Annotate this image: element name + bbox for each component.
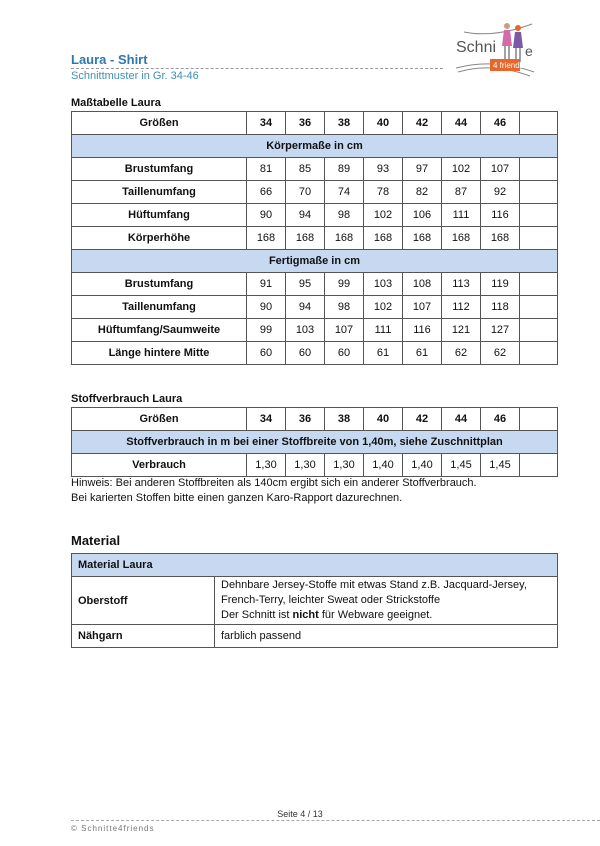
row-label: Körperhöhe: [72, 227, 247, 250]
material-heading: Material: [71, 533, 121, 548]
description-line: Dehnbare Jersey-Stoffe mit etwas Stand z.B. Jacquard-Jersey,: [221, 579, 527, 591]
row-label: Verbrauch: [72, 454, 247, 477]
value-cell: 1,45: [442, 454, 481, 477]
size-cell: 34: [247, 408, 286, 431]
value-cell: 97: [403, 158, 442, 181]
value-cell: 112: [442, 296, 481, 319]
value-cell: 94: [286, 204, 325, 227]
section-title: Fertigmaße in cm: [72, 250, 558, 273]
value-cell: 60: [325, 342, 364, 365]
value-cell: 81: [247, 158, 286, 181]
size-cell: 36: [286, 408, 325, 431]
fabric-table-caption: Stoffverbrauch Laura: [71, 393, 183, 405]
size-label: Größen: [72, 408, 247, 431]
measure-table: [71, 111, 558, 365]
size-cell: 40: [364, 112, 403, 135]
row-label: Hüftumfang/Saumweite: [72, 319, 247, 342]
value-cell: 1,40: [364, 454, 403, 477]
value-cell: 103: [364, 273, 403, 296]
value-cell: 62: [481, 342, 520, 365]
value-cell: 62: [442, 342, 481, 365]
value-cell: 107: [481, 158, 520, 181]
row-label: Hüftumfang: [72, 204, 247, 227]
value-cell: 168: [442, 227, 481, 250]
section-title: Stoffverbrauch in m bei einer Stoffbreite von 1,40m, siehe Zuschnittplan: [72, 431, 558, 454]
size-cell: 38: [325, 112, 364, 135]
text-fragment: Der Schnitt ist: [221, 609, 293, 621]
logo-icon: [452, 18, 536, 78]
emphasis-text: nicht: [292, 609, 319, 621]
value-cell: 1,45: [481, 454, 520, 477]
note-line: Bei karierten Stoffen bitte einen ganzen Karo-Rapport dazurechnen.: [71, 492, 403, 504]
note-line: Hinweis: Bei anderen Stoffbreiten als 140cm ergibt sich ein anderer Stoffverbrauch.: [71, 477, 477, 489]
table-row: [72, 181, 558, 204]
value-cell: 116: [403, 319, 442, 342]
value-cell: 60: [286, 342, 325, 365]
value-cell: [520, 319, 558, 342]
footer-divider: [71, 820, 600, 821]
table-row: [72, 273, 558, 296]
table-row: [72, 625, 558, 648]
value-cell: 98: [325, 296, 364, 319]
value-cell: 111: [442, 204, 481, 227]
value-cell: 61: [403, 342, 442, 365]
value-cell: [520, 342, 558, 365]
size-label: Größen: [72, 112, 247, 135]
section-band: [72, 431, 558, 454]
value-cell: 87: [442, 181, 481, 204]
value-cell: [520, 296, 558, 319]
value-cell: 66: [247, 181, 286, 204]
value-cell: 99: [247, 319, 286, 342]
size-cell: 38: [325, 408, 364, 431]
table-row: [72, 342, 558, 365]
value-cell: [520, 181, 558, 204]
value-cell: 106: [403, 204, 442, 227]
svg-text:4 friends: 4 friends: [493, 61, 524, 70]
value-cell: 102: [364, 296, 403, 319]
value-cell: 113: [442, 273, 481, 296]
value-cell: [520, 204, 558, 227]
value-cell: 1,30: [286, 454, 325, 477]
material-description: [215, 577, 558, 625]
value-cell: 74: [325, 181, 364, 204]
material-title-row: [72, 554, 558, 577]
value-cell: 102: [442, 158, 481, 181]
document-title: Laura - Shirt: [71, 52, 148, 67]
row-label: Länge hintere Mitte: [72, 342, 247, 365]
brand-logo: [452, 18, 536, 78]
value-cell: 102: [364, 204, 403, 227]
fabric-note: [71, 476, 477, 506]
table-row: [72, 296, 558, 319]
row-label: Brustumfang: [72, 158, 247, 181]
row-label: Brustumfang: [72, 273, 247, 296]
size-cell: 40: [364, 408, 403, 431]
table-row: [72, 227, 558, 250]
value-cell: 119: [481, 273, 520, 296]
value-cell: 121: [442, 319, 481, 342]
material-table: [71, 553, 558, 648]
size-cell: 46: [481, 112, 520, 135]
value-cell: 89: [325, 158, 364, 181]
value-cell: 99: [325, 273, 364, 296]
size-cell: [520, 408, 558, 431]
value-cell: 70: [286, 181, 325, 204]
svg-text:e: e: [525, 43, 533, 59]
row-label: Taillenumfang: [72, 181, 247, 204]
value-cell: 116: [481, 204, 520, 227]
value-cell: 107: [325, 319, 364, 342]
value-cell: 107: [403, 296, 442, 319]
size-header-row: [72, 112, 558, 135]
svg-text:Schni: Schni: [456, 39, 497, 56]
value-cell: 61: [364, 342, 403, 365]
value-cell: 111: [364, 319, 403, 342]
value-cell: 1,30: [325, 454, 364, 477]
description-line: French-Terry, leichter Sweat oder Strickstoffe: [221, 594, 441, 606]
value-cell: [520, 273, 558, 296]
value-cell: 168: [364, 227, 403, 250]
value-cell: 168: [247, 227, 286, 250]
size-cell: 46: [481, 408, 520, 431]
size-cell: 36: [286, 112, 325, 135]
size-cell: 44: [442, 408, 481, 431]
value-cell: 1,40: [403, 454, 442, 477]
size-cell: 42: [403, 112, 442, 135]
table-row: [72, 319, 558, 342]
page-number: Seite 4 / 13: [277, 809, 323, 819]
value-cell: [520, 454, 558, 477]
table-row: [72, 204, 558, 227]
text-fragment: für Webware geeignet.: [318, 609, 433, 621]
row-label: Nähgarn: [72, 625, 215, 648]
material-description: farblich passend: [215, 625, 558, 648]
description-line: [221, 608, 557, 623]
material-table-title: Material Laura: [72, 554, 558, 577]
size-cell: 34: [247, 112, 286, 135]
header-divider: [71, 68, 443, 69]
table-row: [72, 158, 558, 181]
section-band: [72, 135, 558, 158]
value-cell: 90: [247, 204, 286, 227]
value-cell: [520, 158, 558, 181]
value-cell: 92: [481, 181, 520, 204]
table-row: [72, 577, 558, 625]
size-cell: [520, 112, 558, 135]
section-band: [72, 250, 558, 273]
table-row: [72, 454, 558, 477]
value-cell: 91: [247, 273, 286, 296]
fabric-table: [71, 407, 558, 477]
value-cell: 78: [364, 181, 403, 204]
value-cell: 168: [403, 227, 442, 250]
value-cell: 118: [481, 296, 520, 319]
row-label: Oberstoff: [72, 577, 215, 625]
value-cell: 85: [286, 158, 325, 181]
row-label: Taillenumfang: [72, 296, 247, 319]
value-cell: [520, 227, 558, 250]
size-cell: 44: [442, 112, 481, 135]
value-cell: 90: [247, 296, 286, 319]
value-cell: 103: [286, 319, 325, 342]
value-cell: 82: [403, 181, 442, 204]
size-header-row: [72, 408, 558, 431]
value-cell: 95: [286, 273, 325, 296]
value-cell: 98: [325, 204, 364, 227]
value-cell: 93: [364, 158, 403, 181]
measure-table-caption: Maßtabelle Laura: [71, 97, 161, 109]
value-cell: 168: [481, 227, 520, 250]
value-cell: 60: [247, 342, 286, 365]
value-cell: 168: [325, 227, 364, 250]
value-cell: 168: [286, 227, 325, 250]
section-title: Körpermaße in cm: [72, 135, 558, 158]
copyright: © Schnitte4friends: [71, 824, 155, 833]
document-subtitle: Schnittmuster in Gr. 34-46: [71, 70, 199, 82]
size-cell: 42: [403, 408, 442, 431]
value-cell: 1,30: [247, 454, 286, 477]
value-cell: 108: [403, 273, 442, 296]
value-cell: 94: [286, 296, 325, 319]
value-cell: 127: [481, 319, 520, 342]
